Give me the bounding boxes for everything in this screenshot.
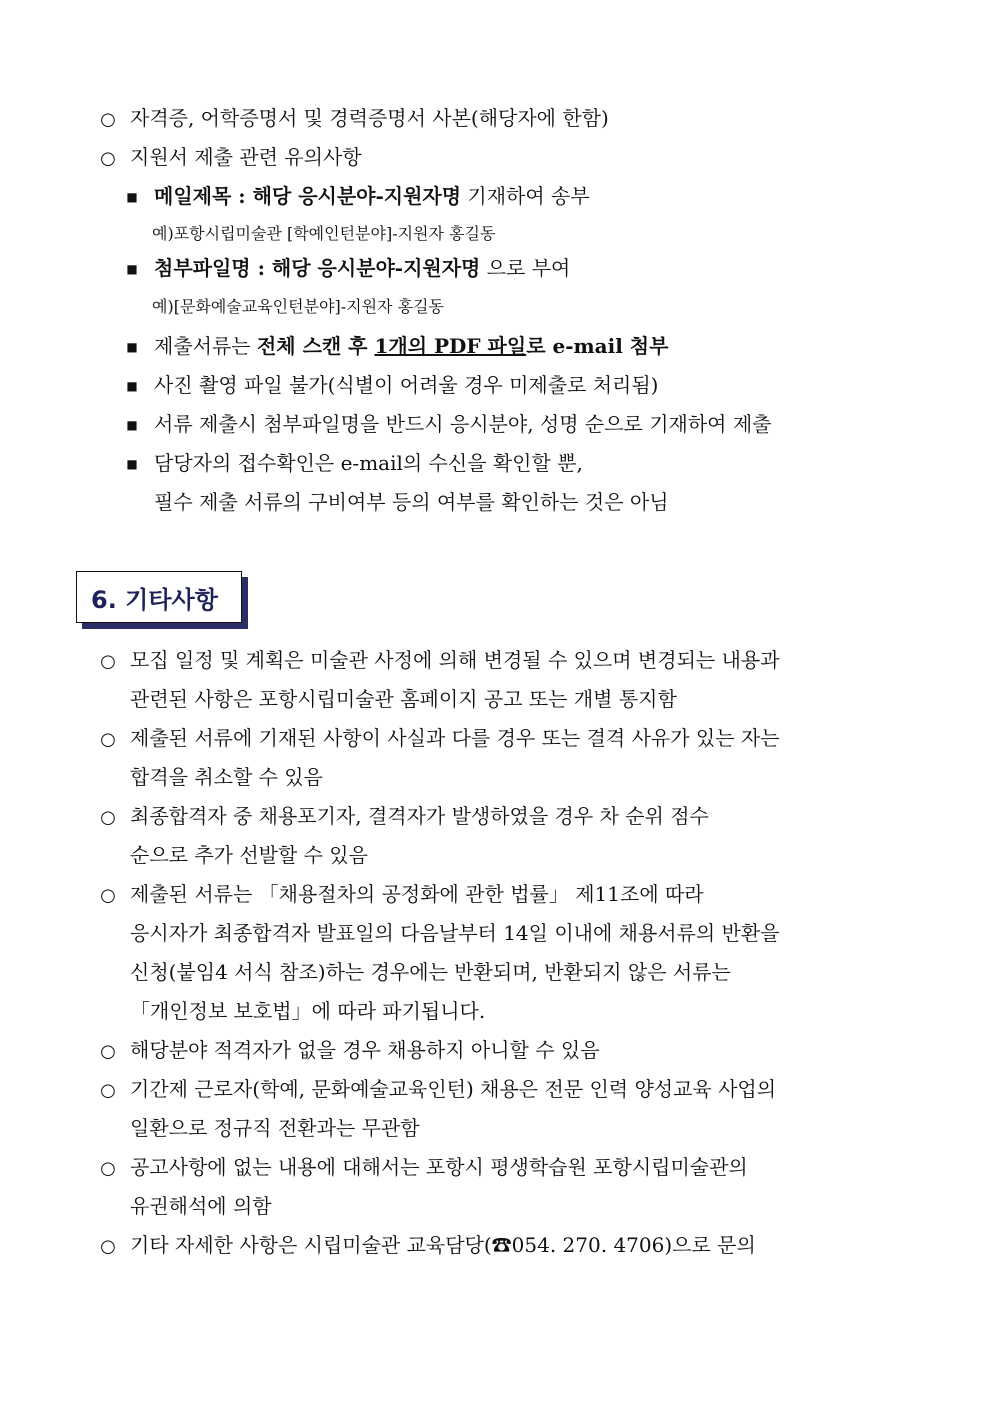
list-item (98, 645, 780, 677)
item-bold-underline-text: 1개의 PDF 파일 (374, 334, 527, 358)
item-text: 최종합격자 중 채용포기자, 결격자가 발생하였을 경우 차 순위 점수 (130, 804, 709, 828)
sub-list-item (124, 448, 583, 479)
item-text: 사진 촬영 파일 불가(식별이 어려울 경우 미제출로 처리됨) (154, 373, 659, 397)
item-continuation: 신청(붙임4 서식 참조)하는 경우에는 반환되며, 반환되지 않은 서류는 (130, 960, 731, 984)
list-item (98, 801, 709, 833)
item-text: 지원서 제출 관련 유의사항 (130, 145, 362, 169)
sub-list-item (124, 409, 772, 440)
sub-list-item (124, 331, 668, 362)
list-item (98, 1074, 776, 1106)
square-bullet-icon: ■ (126, 262, 138, 276)
item-continuation: 유권해석에 의함 (130, 1194, 272, 1218)
item-text: 기간제 근로자(학예, 문화예술교육인턴) 채용은 전문 인력 양성교육 사업의 (130, 1077, 777, 1101)
circle-bullet-icon: ○ (100, 1080, 116, 1101)
list-item (98, 1230, 756, 1262)
circle-bullet-icon: ○ (100, 885, 116, 906)
list-item (98, 723, 780, 755)
item-text: 으로 부여 (480, 256, 571, 280)
sub-list-item (124, 370, 658, 401)
item-continuation: 합격을 취소할 수 있음 (130, 765, 323, 789)
list-item (98, 1035, 600, 1067)
circle-bullet-icon: ○ (100, 109, 116, 130)
item-bold-text: 첨부파일명 : 해당 응시분야-지원자명 (154, 256, 481, 280)
square-bullet-icon: ■ (126, 190, 138, 204)
list-item (98, 142, 362, 174)
list-item (98, 879, 704, 911)
example-text: 예)[문화예술교육인턴분야]-지원자 홍길동 (152, 297, 444, 316)
item-text: 서류 제출시 첨부파일명을 반드시 응시분야, 성명 순으로 기재하여 제출 (154, 412, 772, 436)
circle-bullet-icon: ○ (100, 148, 116, 169)
item-continuation: 필수 제출 서류의 구비여부 등의 여부를 확인하는 것은 아님 (154, 490, 669, 514)
item-text: 공고사항에 없는 내용에 대해서는 포항시 평생학습원 포항시립미술관의 (130, 1155, 748, 1179)
item-text: 기타 자세한 사항은 시립미술관 교육담당(☎054. 270. 4706)으로 문의 (130, 1233, 756, 1257)
circle-bullet-icon: ○ (100, 1158, 116, 1179)
item-text: 제출서류는 (154, 334, 257, 358)
sub-list-item (124, 253, 570, 284)
sub-list-item (124, 181, 590, 212)
list-item (98, 103, 609, 135)
item-continuation: 순으로 추가 선발할 수 있음 (130, 843, 368, 867)
circle-bullet-icon: ○ (100, 807, 116, 828)
item-text: 해당분야 적격자가 없을 경우 채용하지 아니할 수 있음 (130, 1038, 600, 1062)
circle-bullet-icon: ○ (100, 729, 116, 750)
item-continuation: 관련된 사항은 포항시립미술관 홈페이지 공고 또는 개별 통지함 (130, 687, 677, 711)
item-continuation: 「개인정보 보호법」에 따라 파기됩니다. (130, 999, 486, 1023)
item-bold-text: 전체 스캔 후 (256, 334, 375, 358)
section-title: 6. 기타사항 (91, 585, 218, 614)
item-text: 모집 일정 및 계획은 미술관 사정에 의해 변경될 수 있으며 변경되는 내용과 (130, 648, 780, 672)
square-bullet-icon: ■ (126, 340, 138, 354)
square-bullet-icon: ■ (126, 379, 138, 393)
circle-bullet-icon: ○ (100, 1236, 116, 1257)
item-text: 자격증, 어학증명서 및 경력증명서 사본(해당자에 한함) (130, 106, 609, 130)
section-heading (76, 571, 242, 623)
item-continuation: 일환으로 정규직 전환과는 무관함 (130, 1116, 420, 1140)
item-continuation: 응시자가 최종합격자 발표일의 다음날부터 14일 이내에 채용서류의 반환을 (130, 921, 780, 945)
square-bullet-icon: ■ (126, 457, 138, 471)
example-text: 예)포항시립미술관 [학예인턴분야]-지원자 홍길동 (152, 224, 496, 243)
item-text: 제출된 서류에 기재된 사항이 사실과 다를 경우 또는 결격 사유가 있는 자는 (130, 726, 780, 750)
circle-bullet-icon: ○ (100, 651, 116, 672)
list-item (98, 1152, 748, 1184)
item-text: 제출된 서류는 「채용절차의 공정화에 관한 법률」 제11조에 따라 (130, 882, 704, 906)
item-text: 기재하여 송부 (461, 184, 590, 208)
item-text: 담당자의 접수확인은 e-mail의 수신을 확인할 뿐, (154, 451, 583, 475)
item-bold-text: 로 e-mail 첨부 (526, 334, 669, 358)
circle-bullet-icon: ○ (100, 1041, 116, 1062)
item-bold-text: 메일제목 : 해당 응시분야-지원자명 (154, 184, 462, 208)
square-bullet-icon: ■ (126, 418, 138, 432)
